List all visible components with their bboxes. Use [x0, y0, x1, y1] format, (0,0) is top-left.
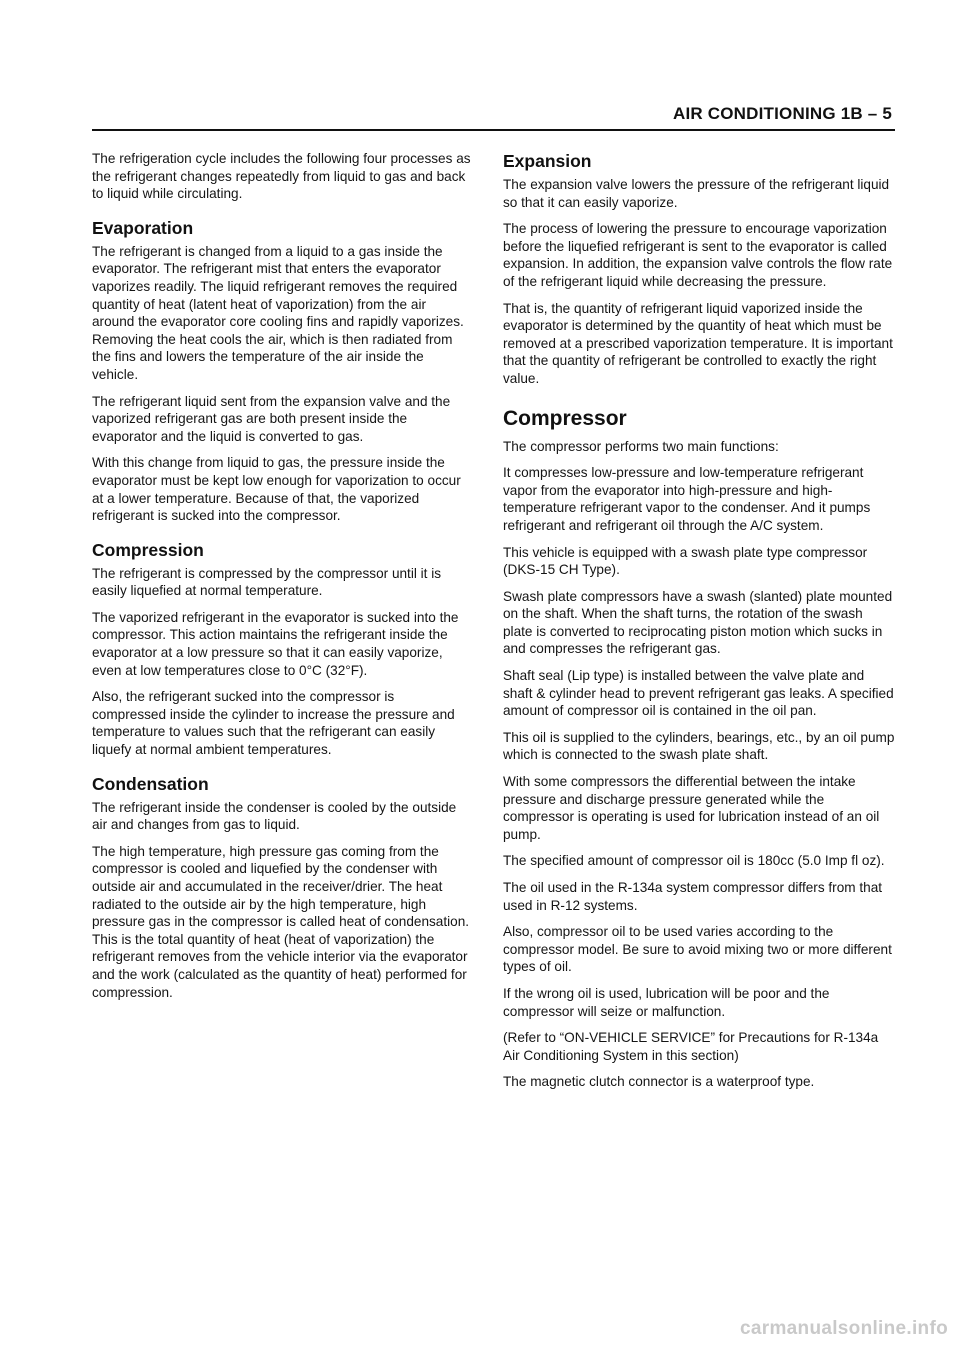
intro-paragraph: The refrigeration cycle includes the following four processes as the refrigerant changes repeatedly from liquid to gas and back to liquid while circulating.: [92, 151, 471, 202]
evaporation-paragraph: The refrigerant is changed from a liquid to a gas inside the evaporator. The refrigerant mist that enters the evaporator vaporizes readily. The liquid refrigerant removes the required quantity of heat (latent heat of vaporization) from the air around the evaporator core cooling fins and rapidly vaporizes. Removing the heat cools the air, which is then radiated from the fins and lowers the temperature of the air inside the vehicle.: [92, 243, 464, 382]
compression-paragraph: The vaporized refrigerant in the evaporator is sucked into the compressor. This action maintains the refrigerant inside the evaporator at a low pressure so that it can easily vaporize, even at low temperatures close to 0°C (32°F).: [92, 609, 459, 678]
expansion-paragraph: That is, the quantity of refrigerant liquid vaporized inside the evaporator is determined by the quantity of heat which must be removed at a prescribed vaporization temperature. It is important that the quantity of refrigerant be controlled to exactly the right value.: [503, 300, 893, 386]
compressor-paragraph: (Refer to “ON-VEHICLE SERVICE” for Precautions for R-134a Air Conditioning System in this section): [503, 1030, 879, 1063]
compressor-heading: Compressor: [503, 406, 627, 430]
condensation-paragraph: The refrigerant inside the condenser is cooled by the outside air and changes from gas to liquid.: [92, 799, 457, 833]
compressor-paragraph: The compressor performs two main functions:: [503, 438, 779, 454]
condensation-heading: Condensation: [92, 773, 209, 794]
compressor-paragraph: This oil is supplied to the cylinders, bearings, etc., by an oil pump which is connected to the swash plate shaft.: [503, 729, 895, 763]
compressor-paragraph: This vehicle is equipped with a swash plate type compressor (DKS-15 CH Type).: [503, 544, 868, 578]
watermark: carmanualsonline.info: [740, 1318, 948, 1339]
compressor-paragraph: It compresses low-pressure and low-temperature refrigerant vapor from the evaporator into high-pressure and high-temperature refrigerant vapor to the condenser. And it pumps refrigerant and refrigerant oil through the A/C system.: [503, 465, 871, 533]
compression-paragraph: The refrigerant is compressed by the compressor until it is easily liquefied at normal temperature.: [92, 565, 442, 599]
evaporation-paragraph: With this change from liquid to gas, the pressure inside the evaporator must be kept low enough for vaporization to occur at a lower temperature. Because of that, the vaporized refrigerant is sucked into the compressor.: [92, 455, 461, 524]
compressor-paragraph: The specified amount of compressor oil is 180cc (5.0 Imp fl oz).: [503, 853, 885, 869]
page-header: AIR CONDITIONING 1B – 5: [672, 104, 892, 123]
compressor-paragraph: Swash plate compressors have a swash (slanted) plate mounted on the shaft. When the shaft turns, the rotation of the swash plate is converted to reciprocating piston motion which sucks in and compresses the refrigerant gas.: [503, 588, 893, 657]
expansion-paragraph: The process of lowering the pressure to encourage vaporization before the liquefied refrigerant is sent to the evaporator is called expansion. In addition, the expansion valve controls the flow rate of the refrigerant liquid while decreasing the pressure.: [503, 221, 893, 289]
evaporation-heading: Evaporation: [92, 217, 194, 238]
compressor-paragraph: The magnetic clutch connector is a waterproof type.: [503, 1074, 815, 1090]
compressor-paragraph: If the wrong oil is used, lubrication will be poor and the compressor will seize or malfunction.: [503, 985, 830, 1019]
compression-heading: Compression: [92, 539, 204, 560]
expansion-heading: Expansion: [503, 151, 592, 171]
expansion-paragraph: The expansion valve lowers the pressure of the refrigerant liquid so that it can easily vaporize.: [503, 177, 890, 210]
left-column: [92, 150, 472, 1010]
evaporation-paragraph: The refrigerant liquid sent from the expansion valve and the vaporized refrigerant gas are both present inside the evaporator and the liquid is converted to gas.: [92, 393, 451, 444]
condensation-paragraph: The high temperature, high pressure gas coming from the compressor is cooled and liquefied by the condenser with outside air and accumulated in the receiver/drier. The heat radiated to the outside air by the high temperature, high pressure gas in the compressor is called heat of condensation. This is the total quantity of heat (heat of vaporization) the refrigerant removes from the vehicle interior via the evaporator and the work (calculated as the quantity of heat) performed for compression.: [92, 843, 470, 1000]
compressor-paragraph: The oil used in the R-134a system compressor differs from that used in R-12 systems.: [503, 880, 883, 913]
compressor-paragraph: Also, compressor oil to be used varies according to the compressor model. Be sure to avoid mixing two or more different types of oil.: [503, 924, 892, 975]
right-column: [503, 150, 895, 1100]
compressor-paragraph: With some compressors the differential between the intake pressure and discharge pressure generated while the compressor is operating is used for lubrication instead of an oil pump.: [503, 774, 880, 842]
header-rule: [92, 129, 895, 131]
compressor-paragraph: Shaft seal (Lip type) is installed between the valve plate and shaft & cylinder head to prevent refrigerant gas leaks. A specified amount of compressor oil is contained in the oil pan.: [503, 668, 894, 719]
compression-paragraph: Also, the refrigerant sucked into the compressor is compressed inside the cylinder to increase the pressure and temperature to values such that the refrigerant can easily liquefy at normal ambient temperatures.: [92, 689, 455, 758]
